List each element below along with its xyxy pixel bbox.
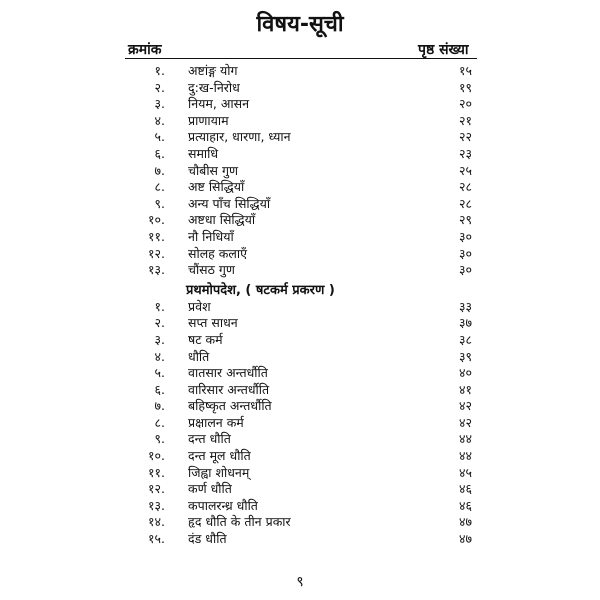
row-title: दन्त धौति	[188, 431, 231, 447]
toc-row	[0, 79, 600, 96]
header-divider	[125, 58, 477, 59]
toc-row	[0, 447, 600, 464]
row-title: अष्ट सिद्धियाँ	[188, 179, 245, 195]
row-title: प्रत्याहार, धारणा, ध्यान	[188, 129, 291, 145]
row-number: ७.	[154, 398, 165, 414]
row-title: दु:ख-निरोध	[188, 79, 240, 95]
row-page: १५	[458, 63, 472, 78]
row-page: ४७	[458, 514, 472, 530]
toc-row	[0, 430, 600, 447]
row-title: प्रवेश	[188, 298, 211, 314]
row-page: ३८	[458, 331, 472, 347]
row-title: वातसार अन्तर्धौति	[188, 365, 268, 381]
row-title: जिह्वा शोधनम्	[188, 464, 250, 480]
row-page: ३७	[458, 315, 472, 331]
row-page: २२	[458, 129, 472, 145]
row-number: १२.	[148, 481, 165, 497]
row-title: दन्त मूल धौति	[188, 448, 251, 464]
toc-row	[0, 112, 600, 129]
row-page: २८	[458, 179, 472, 195]
row-page: ४७	[458, 531, 472, 547]
row-number: १३.	[148, 497, 165, 513]
row-title: अष्टधा सिद्धियाँ	[188, 212, 256, 228]
row-page: ३३	[458, 298, 472, 314]
toc-row	[0, 364, 600, 381]
toc-row	[0, 195, 600, 212]
row-page: २९	[458, 212, 472, 228]
row-number: १.	[154, 298, 165, 314]
page-title: विषय-सूची	[256, 12, 344, 37]
row-page: ४६	[458, 481, 472, 497]
row-number: १४.	[148, 514, 165, 530]
row-page: ३०	[458, 262, 472, 278]
toc-row	[0, 261, 600, 278]
row-number: १२.	[148, 245, 165, 261]
table-of-contents	[0, 62, 600, 547]
row-title: अन्य पाँच सिद्धियाँ	[188, 195, 271, 211]
row-page: ३०	[458, 228, 472, 244]
section-heading: प्रथमोपदेश, ( षटकर्म प्रकरण )	[186, 282, 335, 298]
toc-row	[0, 464, 600, 481]
row-number: ६.	[154, 145, 165, 161]
row-title: नौ निधियाँ	[188, 228, 234, 244]
section-heading-row	[0, 278, 600, 298]
toc-row	[0, 162, 600, 179]
toc-row	[0, 314, 600, 331]
row-title: बहिष्कृत अन्तर्धौति	[188, 398, 272, 414]
row-title: सप्त साधन	[188, 315, 238, 331]
row-page: ४४	[458, 431, 472, 447]
row-title: समाधि	[188, 145, 219, 161]
row-number: ७.	[154, 162, 165, 178]
serial-column-header: क्रमांक	[128, 42, 162, 58]
toc-row	[0, 530, 600, 547]
row-page: ४६	[458, 497, 472, 513]
row-page: २३	[458, 145, 472, 161]
toc-row	[0, 211, 600, 228]
toc-row	[0, 178, 600, 195]
toc-row	[0, 62, 600, 79]
row-number: १३.	[148, 262, 165, 278]
page-number: ९	[296, 574, 304, 590]
row-page: ४५	[458, 464, 472, 480]
row-page: ३९	[458, 348, 472, 364]
toc-row	[0, 245, 600, 262]
column-header-row	[0, 40, 600, 58]
row-number: १०.	[148, 212, 165, 228]
toc-row	[0, 480, 600, 497]
row-number: ५.	[154, 365, 165, 381]
row-number: ४.	[154, 348, 165, 364]
row-number: ३.	[154, 96, 165, 112]
toc-row	[0, 145, 600, 162]
row-number: ८.	[154, 179, 165, 195]
row-title: सोलह कलाएँ	[188, 245, 247, 261]
row-page: २१	[458, 112, 472, 128]
row-number: १५.	[148, 531, 165, 547]
row-title: अष्टांङ्ग योग	[188, 63, 238, 78]
toc-row	[0, 348, 600, 365]
row-page: ४४	[458, 448, 472, 464]
row-page: ४२	[458, 398, 472, 414]
row-title: प्रक्षालन कर्म	[188, 414, 244, 430]
row-page: ४०	[458, 365, 472, 381]
row-number: २.	[154, 79, 165, 95]
toc-row	[0, 331, 600, 348]
toc-row	[0, 513, 600, 530]
row-number: १०.	[148, 448, 165, 464]
toc-row	[0, 128, 600, 145]
row-title: दंड धौति	[188, 531, 227, 547]
row-number: ४.	[154, 112, 165, 128]
row-number: ११.	[148, 228, 165, 244]
row-title: हृद धौति के तीन प्रकार	[188, 514, 291, 530]
toc-row	[0, 397, 600, 414]
row-title: वारिसार अन्तर्धौति	[188, 381, 270, 397]
toc-row	[0, 95, 600, 112]
row-number: ८.	[154, 414, 165, 430]
row-page: १९	[458, 79, 472, 95]
row-page: ४१	[458, 381, 472, 397]
row-number: १.	[154, 63, 165, 78]
row-title: नियम, आसन	[188, 96, 250, 112]
toc-row	[0, 298, 600, 315]
page-column-header: पृष्ठ संख्या	[418, 42, 469, 58]
row-number: ३.	[154, 331, 165, 347]
row-number: ९.	[154, 431, 165, 447]
toc-row	[0, 381, 600, 398]
row-title: कपालरन्ध्र धौति	[188, 497, 258, 513]
row-number: ५.	[154, 129, 165, 145]
row-page: ४२	[458, 414, 472, 430]
row-title: प्राणायाम	[188, 112, 229, 128]
row-page: २५	[458, 162, 472, 178]
row-title: षट कर्म	[188, 331, 223, 347]
row-number: २.	[154, 315, 165, 331]
row-number: ९.	[154, 195, 165, 211]
toc-row	[0, 228, 600, 245]
row-page: २०	[458, 96, 472, 112]
row-number: ६.	[154, 381, 165, 397]
toc-row	[0, 414, 600, 431]
row-title: चौंसठ गुण	[188, 262, 235, 278]
row-title: धौति	[188, 348, 210, 364]
row-number: ११.	[148, 464, 165, 480]
row-title: कर्ण धौति	[188, 481, 232, 497]
row-page: ३०	[458, 245, 472, 261]
row-title: चौबीस गुण	[188, 162, 239, 178]
row-page: २८	[458, 195, 472, 211]
toc-row	[0, 497, 600, 514]
